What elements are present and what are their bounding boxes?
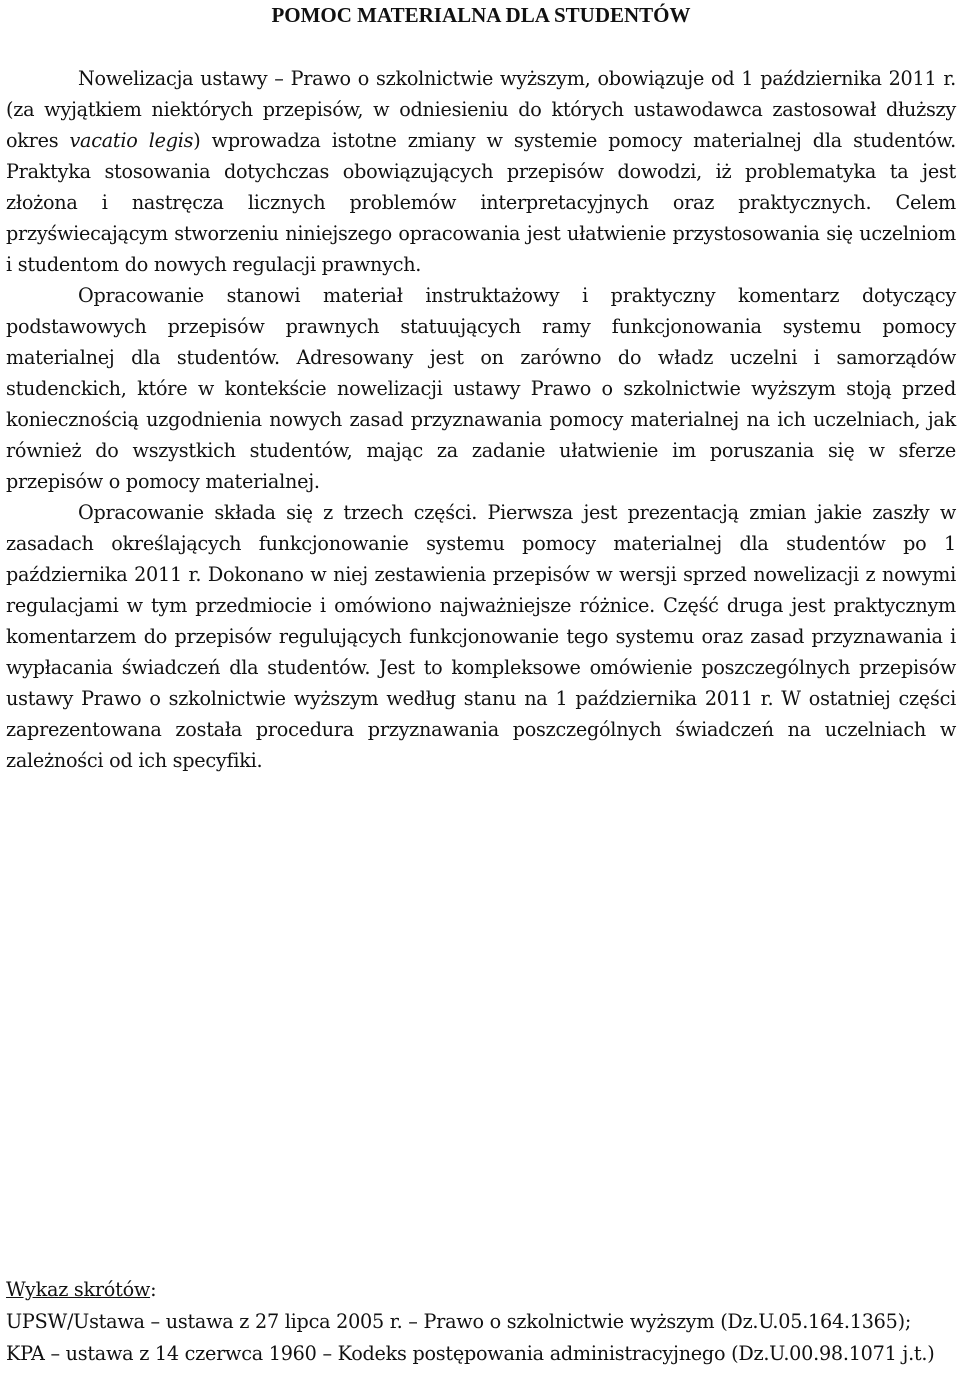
paragraph-intro <box>6 63 956 280</box>
document-page <box>6 0 956 1400</box>
paragraph-intro-italic: vacatio legis <box>69 129 194 152</box>
abbreviations-colon: : <box>150 1278 157 1301</box>
abbreviations-heading: Wykaz skrótów <box>6 1278 151 1301</box>
document-title: POMOC MATERIALNA DLA STUDENTÓW <box>271 3 691 27</box>
paragraph-intro-part1: Nowelizacja ustawy – Prawo o szkolnictwie wyższym, obowiązuje od 1 października 2011 r. (za wyjątkiem niektórych przepisów, w odniesieniu do których ustawodawca zastosował dłuższy okres <box>6 67 956 152</box>
paragraph-description: Opracowanie stanowi materiał instruktażowy i praktyczny komentarz dotyczący podstawowych przepisów prawnych statuujących ramy funkcjonowania systemu pomocy materialnej dla studentów. Adresowany jest on zarówno do władz uczelni i samorządów studenckich, które w kontekście nowelizacji ustawy Prawo o szkolnictwie wyższym stoją przed koniecznością uzgodnienia nowych zasad przyznawania pomocy materialnej na ich uczelniach, jak również do wszystkich studentów, mając za zadanie ułatwienie im poruszania się w sferze przepisów o pomocy materialnej. <box>6 284 956 493</box>
abbreviation-item: UPSW/Ustawa – ustawa z 27 lipca 2005 r. – Prawo o szkolnictwie wyższym (Dz.U.05.164.1365); <box>6 1310 912 1333</box>
abbreviation-item: KPA – ustawa z 14 czerwca 1960 – Kodeks postępowania administracyjnego (Dz.U.00.98.1071 j.t.) <box>6 1342 935 1365</box>
abbreviations-section <box>6 1274 956 1370</box>
abbreviations-heading-line <box>6 1274 956 1306</box>
paragraph-intro-part2: ) wprowadza istotne zmiany w systemie pomocy materialnej dla studentów. Praktyka stosowania dotychczas obowiązujących przepisów dowodzi, iż problematyka ta jest złożona i nastręcza licznych problemów interpretacyjnych oraz praktycznych. Celem przyświecającym stworzeniu niniejszego opracowania jest ułatwienie przystosowania się uczelniom i studentom do nowych regulacji prawnych. <box>6 129 956 276</box>
paragraph-structure: Opracowanie składa się z trzech części. Pierwsza jest prezentacją zmian jakie zaszły w zasadach określających funkcjonowanie systemu pomocy materialnej dla studentów po 1 października 2011 r. Dokonano w niej zestawienia przepisów w wersji sprzed nowelizacji z nowymi regulacjami w tym przedmiocie i omówiono najważniejsze różnice. Część druga jest praktycznym komentarzem do przepisów regulujących funkcjonowanie tego systemu oraz zasad przyznawania i wypłacania świadczeń dla studentów. Jest to kompleksowe omówienie poszczególnych przepisów ustawy Prawo o szkolnictwie wyższym według stanu na 1 października 2011 r. W ostatniej części zaprezentowana została procedura przyznawania poszczególnych świadczeń na uczelniach w zależności od ich specyfiki. <box>6 501 956 772</box>
document-body <box>6 63 956 776</box>
